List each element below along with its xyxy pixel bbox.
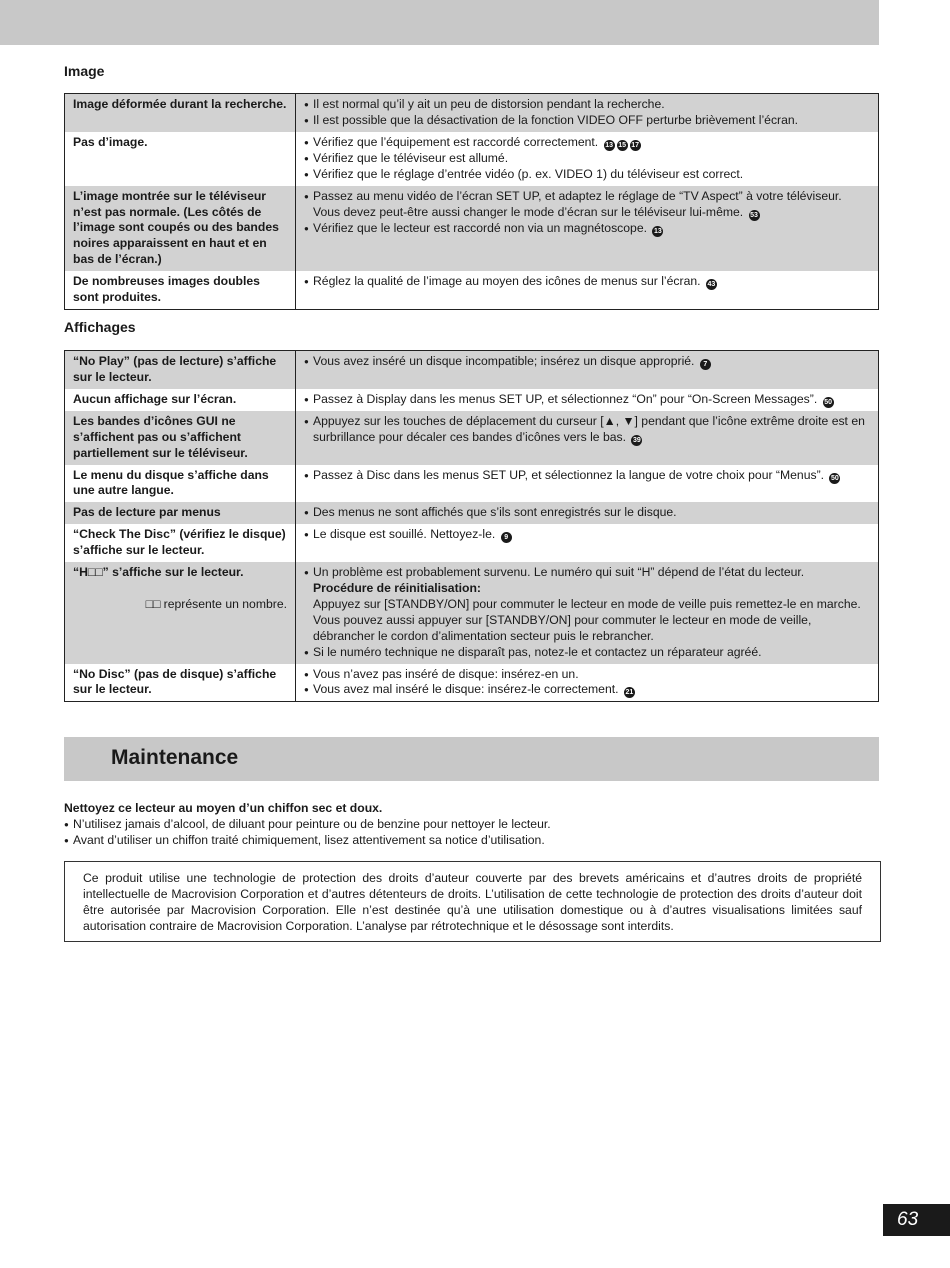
table-row xyxy=(65,664,879,702)
table-row xyxy=(65,411,879,465)
page-ref-icon: 53 xyxy=(750,211,758,219)
symptom-cell: “No Disc” (pas de disque) s’affiche sur le lecteur. xyxy=(65,664,296,702)
page-ref-icon: 21 xyxy=(625,689,634,697)
solution-item xyxy=(304,414,870,446)
solution-item xyxy=(304,274,870,290)
solution-item xyxy=(304,135,870,151)
solution-item xyxy=(304,527,870,543)
section-title-display: Affichages xyxy=(64,319,136,335)
symptom-cell: De nombreuses images doubles sont produites. xyxy=(65,271,296,309)
copyright-notice: Ce produit utilise une technologie de protection des droits d’auteur couverte par des brevets américains et d’autres droits de propriété intellectuelle de Macrovision Corporation et d’autres détenteurs de droits. L’utilisation de cette technologie de protection des droits d’auteur doit être autorisée par Macrovision Corporation. Elle n’est destinée qu’à une utilisation domestique ou à d’autres visualisations limitées sauf autorisation contraire de Macrovision Corporation. L’analyse par rétrotechnique et le désossage sont interdits. xyxy=(64,861,881,942)
display-troubleshooting-table xyxy=(64,350,879,702)
page-ref-icon: 50 xyxy=(824,398,832,406)
maintenance-item: ● N’utilisez jamais d’alcool, de diluant pour peinture ou de benzine pour nettoyer le lecteur. xyxy=(64,817,879,833)
solution-text: Vérifiez que le lecteur est raccordé non via un magnétoscope. xyxy=(313,220,647,235)
solution-item xyxy=(304,189,870,221)
solution-text: Vous avez inséré un disque incompatible; insérez un disque approprié. xyxy=(313,354,695,368)
page-ref-icon: 13 xyxy=(605,141,613,149)
solution-item: ● Un problème est probablement survenu. Le numéro qui suit “H” dépend de l’état du lecteur. xyxy=(304,565,870,581)
section-title-image: Image xyxy=(64,63,105,79)
solution-cell xyxy=(296,524,879,562)
solution-cell xyxy=(296,562,879,663)
solution-cell xyxy=(296,351,879,389)
solution-text: Réglez la qualité de l’image au moyen des icônes de menus sur l’écran. xyxy=(313,274,701,289)
solution-item xyxy=(304,468,870,484)
reset-procedure-text: Appuyez sur [STANDBY/ON] pour commuter le lecteur en mode de veille puis remettez-le en marche. Vous pouvez aussi appuyer sur [STANDBY/ON] pour commuter le lecteur en mode de veille, débrancher le cordon d’alimentation secteur puis le rebrancher. xyxy=(313,596,861,643)
maintenance-header xyxy=(64,737,879,781)
solution-item xyxy=(304,682,870,698)
page-ref-icon: 43 xyxy=(707,281,716,289)
solution-item: ● Il est normal qu’il y ait un peu de distorsion pendant la recherche. xyxy=(304,97,870,113)
solution-item: ● Vérifiez que le téléviseur est allumé. xyxy=(304,151,870,167)
solution-cell xyxy=(296,664,879,702)
solution-cell xyxy=(296,271,879,309)
symptom-cell: “Check The Disc” (vérifiez le disque) s’affiche sur le lecteur. xyxy=(65,524,296,562)
solution-text: Le disque est souillé. Nettoyez-le. xyxy=(313,527,496,542)
solution-item: ● Vous n’avez pas inséré de disque: insérez-en un. xyxy=(304,667,870,683)
solution-cell xyxy=(296,132,879,186)
symptom-cell: L’image montrée sur le téléviseur n’est pas normale. (Les côtés de l’image sont coupés ou des bandes noires apparaissent en haut et en bas de l’écran.) xyxy=(65,186,296,272)
symptom-cell: Pas d’image. xyxy=(65,132,296,186)
solution-item xyxy=(304,392,870,408)
table-row xyxy=(65,389,879,411)
solution-cell xyxy=(296,411,879,465)
table-row xyxy=(65,94,879,132)
solution-item: ● Des menus ne sont affichés que s’ils sont enregistrés sur le disque. xyxy=(304,505,870,521)
solution-item: ● Vérifiez que le réglage d’entrée vidéo (p. ex. VIDEO 1) du téléviseur est correct. xyxy=(304,167,870,183)
table-row xyxy=(65,465,879,503)
solution-cell xyxy=(296,389,879,411)
header-band xyxy=(0,0,879,45)
solution-item xyxy=(304,221,870,237)
table-row xyxy=(65,351,879,389)
page-number: 63 xyxy=(883,1204,950,1236)
solution-text: Passez à Disc dans les menus SET UP, et sélectionnez la langue de votre choix pour “Menus”. xyxy=(313,467,825,482)
solution-text: Passez à Display dans les menus SET UP, et sélectionnez “On” pour “On-Screen Messages”. xyxy=(313,391,818,406)
page-ref-icon: 13 xyxy=(653,227,662,235)
solution-cell xyxy=(296,186,879,272)
symptom-cell xyxy=(65,562,296,663)
solution-item xyxy=(304,354,870,370)
maintenance-body xyxy=(64,801,879,849)
symptom-cell: “No Play” (pas de lecture) s’affiche sur le lecteur. xyxy=(65,351,296,389)
symptom-cell: Aucun affichage sur l’écran. xyxy=(65,389,296,411)
solution-cell xyxy=(296,502,879,524)
image-troubleshooting-table xyxy=(64,93,879,310)
maintenance-item: ● Avant d’utiliser un chiffon traité chimiquement, lisez attentivement sa notice d’utilisation. xyxy=(64,833,879,849)
solution-text: Vérifiez que l’équipement est raccordé correctement. xyxy=(313,134,599,149)
reset-procedure-heading: Procédure de réinitialisation: xyxy=(313,580,481,595)
page-ref-icon: 50 xyxy=(831,474,839,482)
symptom-cell: Le menu du disque s’affiche dans une autre langue. xyxy=(65,465,296,503)
solution-item: ● Il est possible que la désactivation de la fonction VIDEO OFF perturbe brièvement l’écran. xyxy=(304,113,870,129)
symptom-cell: Pas de lecture par menus xyxy=(65,502,296,524)
page-ref-icon: 17 xyxy=(631,141,639,149)
table-row xyxy=(65,186,879,272)
symptom-text: “H□□” s’affiche sur le lecteur. xyxy=(73,565,244,580)
table-row xyxy=(65,502,879,524)
maintenance-title: Maintenance xyxy=(111,746,239,769)
table-row xyxy=(65,271,879,309)
symptom-note: □□ représente un nombre. xyxy=(145,596,287,611)
solution-cell xyxy=(296,465,879,503)
symptom-cell: Image déformée durant la recherche. xyxy=(65,94,296,132)
solution-item: ● Si le numéro technique ne disparaît pas, notez-le et contactez un réparateur agréé. xyxy=(304,645,870,661)
symptom-cell: Les bandes d’icônes GUI ne s’affichent pas ou s’affichent partiellement sur le téléviseur. xyxy=(65,411,296,465)
maintenance-heading: Nettoyez ce lecteur au moyen d’un chiffon sec et doux. xyxy=(64,801,383,815)
solution-text: Vous avez mal inséré le disque: insérez-le correctement. xyxy=(313,682,619,697)
table-row xyxy=(65,132,879,186)
table-row xyxy=(65,524,879,562)
page-ref-icon: 15 xyxy=(618,141,626,149)
page-ref-icon: 9 xyxy=(501,532,512,543)
solution-text: Appuyez sur les touches de déplacement du curseur [▲, ▼] pendant que l’icône extrême droite est en surbrillance pour décaler ces bandes d’icônes vers le bas. xyxy=(313,413,865,444)
page-ref-icon: 39 xyxy=(632,436,641,444)
table-row xyxy=(65,562,879,663)
solution-cell xyxy=(296,94,879,132)
page-ref-icon: 7 xyxy=(700,359,711,370)
solution-text: Passez au menu vidéo de l’écran SET UP, et adaptez le réglage de “TV Aspect” à votre téléviseur. Vous devez peut-être aussi changer le mode d’écran sur le téléviseur lui-même. xyxy=(313,188,842,219)
